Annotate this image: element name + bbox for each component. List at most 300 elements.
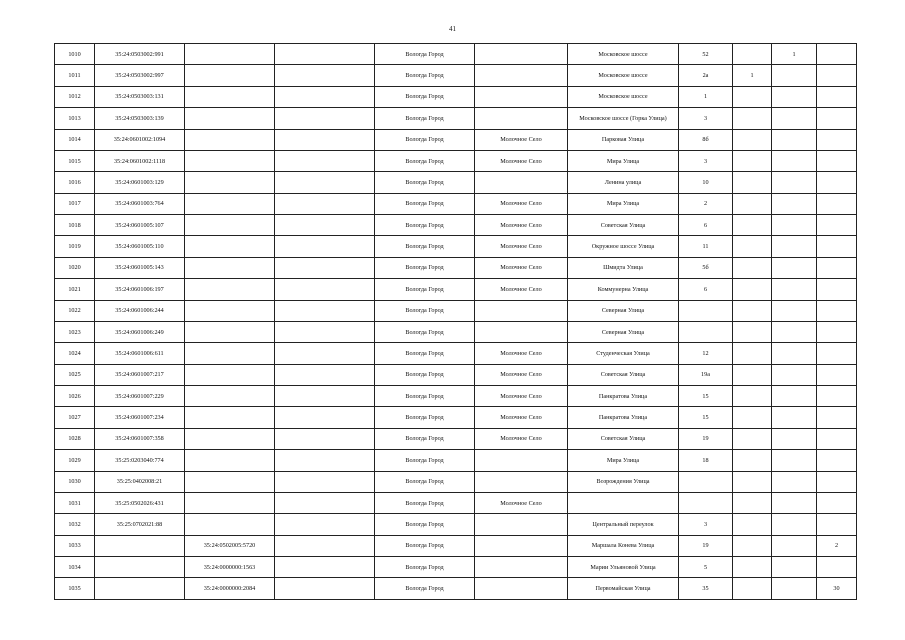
house-number-cell: 11 [679,236,733,257]
blank-cell [275,557,375,578]
row-number-cell: 1026 [55,386,95,407]
blank-cell [275,215,375,236]
street-cell: Советская Улица [568,364,679,385]
house-number-cell: 15 [679,407,733,428]
cadastral-number-alt-cell [185,407,275,428]
row-number-cell: 1027 [55,407,95,428]
row-number-cell: 1024 [55,343,95,364]
cadastral-number-alt-cell [185,172,275,193]
table-row [55,193,857,214]
city-cell: Вологда Город [375,150,475,171]
settlement-cell: Молочное Село [475,279,568,300]
count-cell-a [733,86,772,107]
city-cell: Вологда Город [375,193,475,214]
row-number-cell: 1019 [55,236,95,257]
cadastral-number-alt-cell [185,364,275,385]
count-cell-c [817,257,857,278]
count-cell-a [733,321,772,342]
count-cell-c: 30 [817,578,857,599]
house-number-cell: 6 [679,279,733,300]
count-cell-a [733,407,772,428]
count-cell-b [772,471,817,492]
settlement-cell: Молочное Село [475,129,568,150]
cadastral-number-alt-cell: 35:24:0502005:5720 [185,535,275,556]
count-cell-c [817,108,857,129]
cadastral-number-cell: 35:24:0601006:611 [95,343,185,364]
count-cell-b [772,557,817,578]
settlement-cell [475,557,568,578]
count-cell-a [733,300,772,321]
cadastral-number-cell [95,557,185,578]
count-cell-a [733,514,772,535]
house-number-cell [679,471,733,492]
house-number-cell: 19 [679,535,733,556]
count-cell-a [733,343,772,364]
count-cell-c [817,428,857,449]
row-number-cell: 1014 [55,129,95,150]
house-number-cell: 10 [679,172,733,193]
blank-cell [275,172,375,193]
count-cell-a [733,129,772,150]
blank-cell [275,492,375,513]
city-cell: Вологда Город [375,172,475,193]
count-cell-a: 1 [733,65,772,86]
blank-cell [275,535,375,556]
cadastral-number-alt-cell [185,321,275,342]
settlement-cell [475,86,568,107]
count-cell-a [733,450,772,471]
count-cell-b: 1 [772,44,817,65]
count-cell-b [772,300,817,321]
cadastral-number-alt-cell [185,193,275,214]
street-cell: Северная Улица [568,300,679,321]
row-number-cell: 1023 [55,321,95,342]
cadastral-number-alt-cell [185,86,275,107]
row-number-cell: 1018 [55,215,95,236]
cadastral-number-alt-cell: 35:24:0000000:2084 [185,578,275,599]
house-number-cell: 3 [679,150,733,171]
cadastral-number-alt-cell [185,428,275,449]
city-cell: Вологда Город [375,236,475,257]
count-cell-a [733,44,772,65]
street-cell: Московское шоссе (Горка Улица) [568,108,679,129]
blank-cell [275,236,375,257]
row-number-cell: 1034 [55,557,95,578]
house-number-cell: 19а [679,364,733,385]
settlement-cell [475,450,568,471]
blank-cell [275,279,375,300]
street-cell: Возрождения Улица [568,471,679,492]
count-cell-a [733,150,772,171]
count-cell-b [772,364,817,385]
count-cell-b [772,450,817,471]
city-cell: Вологда Город [375,428,475,449]
row-number-cell: 1012 [55,86,95,107]
city-cell: Вологда Город [375,129,475,150]
table-row [55,343,857,364]
street-cell: Московское шоссе [568,86,679,107]
count-cell-b [772,215,817,236]
city-cell: Вологда Город [375,257,475,278]
property-registry-table [54,43,857,600]
city-cell: Вологда Город [375,492,475,513]
table-row [55,150,857,171]
street-cell: Марии Ульяновой Улица [568,557,679,578]
settlement-cell [475,65,568,86]
settlement-cell [475,535,568,556]
street-cell: Ленина улица [568,172,679,193]
cadastral-number-alt-cell [185,471,275,492]
table-row [55,535,857,556]
cadastral-number-alt-cell [185,279,275,300]
cadastral-number-cell: 35:24:0601007:217 [95,364,185,385]
settlement-cell [475,172,568,193]
street-cell: Первомайская Улица [568,578,679,599]
table-row [55,407,857,428]
city-cell: Вологда Город [375,108,475,129]
city-cell: Вологда Город [375,578,475,599]
street-cell: Маршала Конева Улица [568,535,679,556]
settlement-cell: Молочное Село [475,407,568,428]
cadastral-number-alt-cell [185,514,275,535]
count-cell-a [733,535,772,556]
count-cell-a [733,215,772,236]
count-cell-b [772,236,817,257]
blank-cell [275,86,375,107]
city-cell: Вологда Город [375,343,475,364]
settlement-cell: Молочное Село [475,257,568,278]
house-number-cell: 5б [679,257,733,278]
count-cell-b [772,321,817,342]
table-row [55,172,857,193]
table-row [55,108,857,129]
street-cell: Мира Улица [568,193,679,214]
cadastral-number-alt-cell: 35:24:0000000:1563 [185,557,275,578]
settlement-cell [475,108,568,129]
count-cell-c [817,300,857,321]
street-cell: Северная Улица [568,321,679,342]
house-number-cell: 2 [679,193,733,214]
count-cell-c [817,279,857,300]
count-cell-c [817,86,857,107]
blank-cell [275,193,375,214]
count-cell-c [817,343,857,364]
row-number-cell: 1035 [55,578,95,599]
count-cell-a [733,492,772,513]
settlement-cell [475,300,568,321]
row-number-cell: 1013 [55,108,95,129]
count-cell-b [772,514,817,535]
table-row [55,514,857,535]
count-cell-b [772,129,817,150]
table-row [55,364,857,385]
count-cell-b [772,578,817,599]
count-cell-b [772,172,817,193]
row-number-cell: 1030 [55,471,95,492]
count-cell-b [772,428,817,449]
row-number-cell: 1028 [55,428,95,449]
table-row [55,321,857,342]
city-cell: Вологда Город [375,279,475,300]
house-number-cell: 15 [679,386,733,407]
cadastral-number-cell: 35:24:0601005:143 [95,257,185,278]
count-cell-a [733,108,772,129]
street-cell: Мира Улица [568,450,679,471]
city-cell: Вологда Город [375,65,475,86]
count-cell-a [733,364,772,385]
city-cell: Вологда Город [375,514,475,535]
blank-cell [275,150,375,171]
cadastral-number-alt-cell [185,108,275,129]
count-cell-c [817,364,857,385]
settlement-cell [475,578,568,599]
count-cell-a [733,257,772,278]
count-cell-c [817,236,857,257]
row-number-cell: 1032 [55,514,95,535]
table-row [55,257,857,278]
settlement-cell: Молочное Село [475,364,568,385]
count-cell-a [733,279,772,300]
table-row [55,386,857,407]
settlement-cell [475,44,568,65]
count-cell-c [817,386,857,407]
count-cell-c [817,150,857,171]
page-number: 41 [449,25,456,33]
table-row [55,86,857,107]
street-cell: Советская Улица [568,215,679,236]
settlement-cell: Молочное Село [475,428,568,449]
house-number-cell: 6 [679,215,733,236]
cadastral-number-alt-cell [185,129,275,150]
street-cell: Парковая Улица [568,129,679,150]
row-number-cell: 1025 [55,364,95,385]
city-cell: Вологда Город [375,557,475,578]
table-row [55,129,857,150]
house-number-cell [679,300,733,321]
cadastral-number-cell: 35:24:0601007:229 [95,386,185,407]
cadastral-number-cell: 35:24:0601006:197 [95,279,185,300]
settlement-cell: Молочное Село [475,150,568,171]
table-row [55,557,857,578]
count-cell-b [772,108,817,129]
cadastral-number-alt-cell [185,492,275,513]
house-number-cell: 18 [679,450,733,471]
cadastral-number-alt-cell [185,343,275,364]
cadastral-number-cell: 35:24:0601006:249 [95,321,185,342]
cadastral-number-cell: 35:25:0402008:21 [95,471,185,492]
house-number-cell: 3 [679,514,733,535]
cadastral-number-cell [95,578,185,599]
row-number-cell: 1022 [55,300,95,321]
count-cell-a [733,557,772,578]
count-cell-b [772,193,817,214]
house-number-cell: 5 [679,557,733,578]
count-cell-a [733,578,772,599]
house-number-cell: 12 [679,343,733,364]
count-cell-b [772,279,817,300]
street-cell: Панкратова Улица [568,407,679,428]
blank-cell [275,321,375,342]
cadastral-number-alt-cell [185,450,275,471]
street-cell: Студенческая Улица [568,343,679,364]
count-cell-a [733,236,772,257]
settlement-cell: Молочное Село [475,492,568,513]
row-number-cell: 1010 [55,44,95,65]
blank-cell [275,514,375,535]
table-row [55,279,857,300]
count-cell-b [772,257,817,278]
settlement-cell: Молочное Село [475,386,568,407]
count-cell-c [817,172,857,193]
cadastral-number-cell: 35:24:0503002:997 [95,65,185,86]
street-cell: Коммунерна Улица [568,279,679,300]
table-row [55,65,857,86]
cadastral-number-alt-cell [185,257,275,278]
table-row [55,492,857,513]
city-cell: Вологда Город [375,407,475,428]
house-number-cell: 35 [679,578,733,599]
cadastral-number-alt-cell [185,386,275,407]
table-row [55,578,857,599]
blank-cell [275,428,375,449]
count-cell-c [817,407,857,428]
count-cell-b [772,343,817,364]
count-cell-c [817,450,857,471]
count-cell-c: 2 [817,535,857,556]
row-number-cell: 1011 [55,65,95,86]
count-cell-b [772,65,817,86]
table-row [55,215,857,236]
blank-cell [275,364,375,385]
cadastral-number-cell: 35:24:0503002:991 [95,44,185,65]
city-cell: Вологда Город [375,86,475,107]
cadastral-number-alt-cell [185,215,275,236]
cadastral-number-cell: 35:24:0601003:129 [95,172,185,193]
blank-cell [275,386,375,407]
cadastral-number-cell: 35:24:0503003:139 [95,108,185,129]
count-cell-c [817,557,857,578]
count-cell-a [733,471,772,492]
city-cell: Вологда Город [375,535,475,556]
row-number-cell: 1017 [55,193,95,214]
blank-cell [275,578,375,599]
street-cell: Центральный переулок [568,514,679,535]
blank-cell [275,471,375,492]
row-number-cell: 1029 [55,450,95,471]
house-number-cell: 52 [679,44,733,65]
house-number-cell: 1 [679,86,733,107]
cadastral-number-cell [95,535,185,556]
count-cell-b [772,150,817,171]
count-cell-c [817,514,857,535]
blank-cell [275,343,375,364]
row-number-cell: 1033 [55,535,95,556]
blank-cell [275,44,375,65]
count-cell-b [772,407,817,428]
settlement-cell: Молочное Село [475,236,568,257]
row-number-cell: 1015 [55,150,95,171]
count-cell-b [772,86,817,107]
cadastral-number-cell: 35:24:0601002:1094 [95,129,185,150]
table-row [55,300,857,321]
row-number-cell: 1021 [55,279,95,300]
cadastral-number-cell: 35:24:0601007:358 [95,428,185,449]
table-row [55,428,857,449]
cadastral-number-cell: 35:24:0601005:107 [95,215,185,236]
cadastral-number-cell: 35:25:0502026:431 [95,492,185,513]
count-cell-c [817,44,857,65]
cadastral-number-alt-cell [185,236,275,257]
house-number-cell: 3 [679,108,733,129]
street-cell: Окружное шоссе Улица [568,236,679,257]
house-number-cell [679,321,733,342]
settlement-cell: Молочное Село [475,343,568,364]
street-cell: Советская Улица [568,428,679,449]
house-number-cell: 19 [679,428,733,449]
cadastral-number-cell: 35:25:0702021:88 [95,514,185,535]
cadastral-number-alt-cell [185,65,275,86]
blank-cell [275,129,375,150]
house-number-cell: 8б [679,129,733,150]
city-cell: Вологда Город [375,44,475,65]
blank-cell [275,257,375,278]
cadastral-number-alt-cell [185,44,275,65]
settlement-cell [475,321,568,342]
blank-cell [275,300,375,321]
cadastral-number-cell: 35:24:0601002:1118 [95,150,185,171]
street-cell: Московское шоссе [568,44,679,65]
count-cell-b [772,492,817,513]
blank-cell [275,407,375,428]
city-cell: Вологда Город [375,321,475,342]
street-cell: Панкратова Улица [568,386,679,407]
table-row [55,236,857,257]
blank-cell [275,108,375,129]
table-row [55,450,857,471]
street-cell: Московское шоссе [568,65,679,86]
row-number-cell: 1020 [55,257,95,278]
settlement-cell: Молочное Село [475,193,568,214]
count-cell-c [817,193,857,214]
table-row [55,44,857,65]
settlement-cell [475,514,568,535]
settlement-cell: Молочное Село [475,215,568,236]
registry-table-body [55,44,857,600]
city-cell: Вологда Город [375,215,475,236]
count-cell-a [733,193,772,214]
count-cell-a [733,428,772,449]
count-cell-c [817,65,857,86]
city-cell: Вологда Город [375,386,475,407]
cadastral-number-alt-cell [185,300,275,321]
cadastral-number-cell: 35:24:0601005:110 [95,236,185,257]
settlement-cell [475,471,568,492]
row-number-cell: 1016 [55,172,95,193]
count-cell-c [817,215,857,236]
city-cell: Вологда Город [375,364,475,385]
count-cell-a [733,386,772,407]
street-cell: Шмидта Улица [568,257,679,278]
blank-cell [275,65,375,86]
house-number-cell: 2а [679,65,733,86]
count-cell-c [817,492,857,513]
city-cell: Вологда Город [375,471,475,492]
count-cell-c [817,129,857,150]
street-cell: Мира Улица [568,150,679,171]
row-number-cell: 1031 [55,492,95,513]
cadastral-number-cell: 35:24:0503003:131 [95,86,185,107]
blank-cell [275,450,375,471]
